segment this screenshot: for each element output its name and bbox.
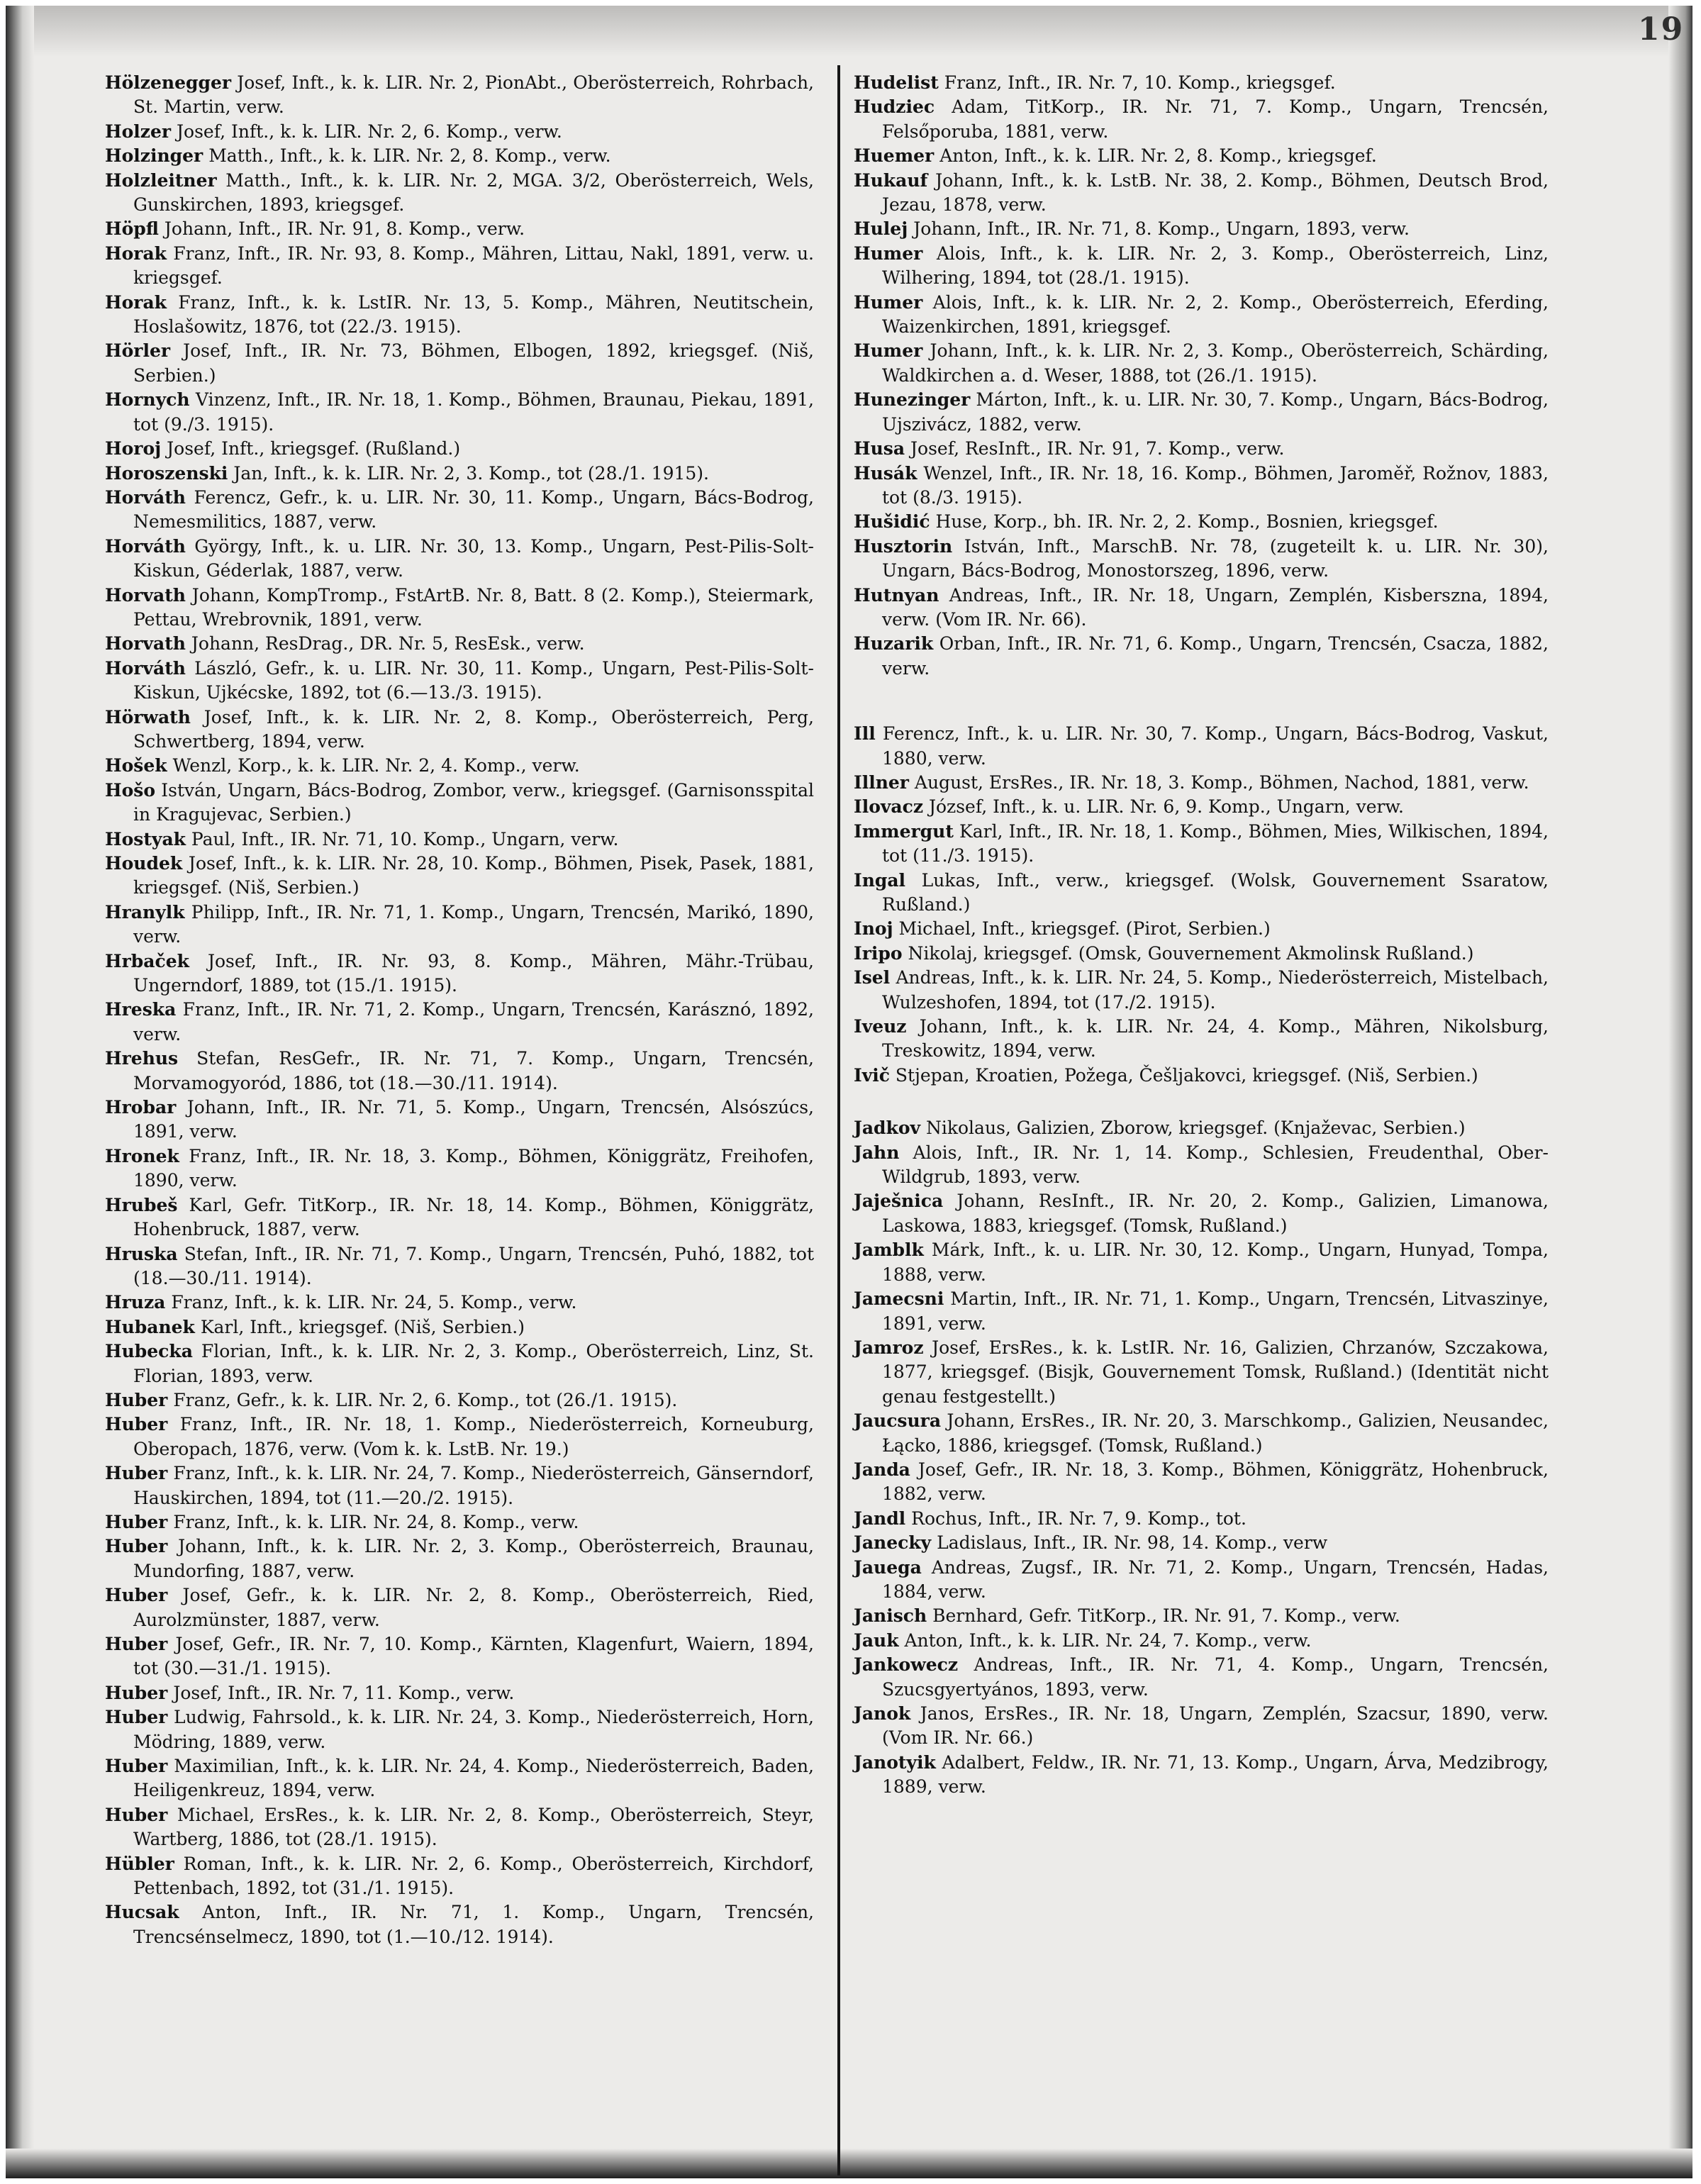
entry-surname: Jauk xyxy=(854,1629,899,1651)
entry-surname: Horak xyxy=(105,291,167,313)
entry-surname: Horváth xyxy=(105,535,186,557)
list-entry xyxy=(105,144,814,168)
entry-details: Ladislaus, Inft., IR. Nr. 98, 14. Komp., verw xyxy=(937,1532,1328,1554)
entry-surname: Hostyak xyxy=(105,828,186,849)
list-entry xyxy=(854,1751,1549,1800)
entry-details: Alois, Inft., k. k. LIR. Nr. 2, 2. Komp., Oberösterreich, Eferding, Waizenkirchen, 1891, kriegsgef. xyxy=(882,291,1549,338)
entry-surname: Hörwath xyxy=(105,706,191,728)
entry-details: Josef, Inft., IR. Nr. 73, Böhmen, Elbogen, 1892, kriegsgef. (Niš, Serbien.) xyxy=(133,340,814,386)
entry-details: Franz, Inft., IR. Nr. 18, 3. Komp., Böhmen, Königgrätz, Freihofen, 1890, verw. xyxy=(133,1145,814,1191)
right-column xyxy=(854,71,1549,1800)
entry-details: Matth., Inft., k. k. LIR. Nr. 2, 8. Komp., verw. xyxy=(208,145,611,167)
entry-surname: Janok xyxy=(854,1703,911,1724)
entry-details: Michael, Inft., kriegsgef. (Pirot, Serbien.) xyxy=(898,918,1271,940)
entry-details: Johann, Inft., k. k. LIR. Nr. 24, 4. Komp., Mähren, Nikolsburg, Treskowitz, 1894, verw. xyxy=(882,1016,1549,1062)
entry-surname: Huzarik xyxy=(854,633,934,654)
entry-details: Nikolaj, kriegsgef. (Omsk, Gouvernement Akmolinsk Rußland.) xyxy=(908,942,1474,964)
entry-surname: Huber xyxy=(105,1707,168,1728)
list-entry xyxy=(105,779,814,828)
list-entry xyxy=(105,852,814,901)
entry-surname: Hübler xyxy=(105,1853,174,1874)
entry-details: Josef, Inft., k. k. LIR. Nr. 2, 8. Komp., Oberösterreich, Perg, Schwertberg, 1894, verw. xyxy=(133,706,815,752)
entry-details: Franz, Inft., IR. Nr. 18, 1. Komp., Niederösterreich, Korneuburg, Oberopach, 1876, verw. (Vom k. k. LstB. Nr. 19.) xyxy=(133,1414,814,1459)
entry-surname: Hrobar xyxy=(105,1097,177,1118)
list-entry xyxy=(854,869,1549,918)
entry-details: Josef, Inft., k. k. LIR. Nr. 2, PionAbt., Oberösterreich, Rohrbach, St. Martin, verw. xyxy=(133,72,814,118)
list-entry xyxy=(105,71,814,120)
list-entry xyxy=(854,584,1549,633)
list-entry xyxy=(854,1189,1549,1238)
entry-surname: Horak xyxy=(105,243,167,264)
entry-details: Roman, Inft., k. k. LIR. Nr. 2, 6. Komp., Oberösterreich, Kirchdorf, Pettenbach, 1892, tot (31./1. 1915). xyxy=(133,1853,814,1899)
list-entry xyxy=(105,632,814,656)
entry-details: Josef, Inft., k. k. LIR. Nr. 28, 10. Komp., Böhmen, Pisek, Pasek, 1881, kriegsgef. (Niš, Serbien.) xyxy=(133,853,814,898)
entry-surname: Jamecsni xyxy=(854,1288,944,1310)
list-entry xyxy=(105,217,814,241)
entry-details: Wenzel, Inft., IR. Nr. 18, 16. Komp., Böhmen, Jaroměř, Rožnov, 1883, tot (8./3. 1915). xyxy=(882,462,1549,508)
entry-details: Márton, Inft., k. u. LIR. Nr. 30, 7. Komp., Ungarn, Bács-Bodrog, Ujszivácz, 1882, verw. xyxy=(882,389,1549,435)
entry-surname: Hošek xyxy=(105,755,167,776)
entry-details: Florian, Inft., k. k. LIR. Nr. 2, 3. Komp., Oberösterreich, Linz, St. Florian, 1893, verw. xyxy=(133,1341,814,1386)
list-entry xyxy=(105,437,814,461)
entry-surname: Hucsak xyxy=(105,1902,179,1923)
entry-surname: Huber xyxy=(105,1414,168,1435)
entry-surname: Höpfl xyxy=(105,218,159,240)
entry-surname: Hronek xyxy=(105,1145,179,1166)
entry-details: László, Gefr., k. u. LIR. Nr. 30, 11. Komp., Ungarn, Pest-Pilis-Solt-Kiskun, Ujkécske, 1892, tot (6.—13./3. 1915). xyxy=(133,657,814,703)
entry-surname: Janecky xyxy=(854,1532,932,1554)
entry-surname: Jamblk xyxy=(854,1239,924,1261)
entry-surname: Huber xyxy=(105,1511,168,1532)
entry-surname: Holzer xyxy=(105,121,172,142)
list-entry xyxy=(854,1409,1549,1458)
entry-details: Anton, Inft., k. k. LIR. Nr. 24, 7. Komp., verw. xyxy=(904,1629,1312,1651)
list-entry xyxy=(854,71,1549,95)
entry-details: Anton, Inft., IR. Nr. 71, 1. Komp., Ungarn, Trencsén, Trencsénselmecz, 1890, tot (1.—10./12. 1914). xyxy=(133,1902,814,1947)
entry-details: Franz, Inft., k. k. LIR. Nr. 24, 7. Komp., Niederösterreich, Gänserndorf, Hauskirchen, 1894, tot (11.—20./2. 1915). xyxy=(133,1463,814,1508)
list-entry xyxy=(105,1534,814,1583)
list-entry xyxy=(854,1556,1549,1605)
list-entry xyxy=(854,1336,1549,1409)
entry-surname: Horoszenski xyxy=(105,462,228,484)
entry-details: Anton, Inft., k. k. LIR. Nr. 2, 8. Komp., kriegsgef. xyxy=(939,145,1377,167)
entry-surname: Isel xyxy=(854,967,891,988)
list-entry xyxy=(105,1096,814,1144)
entry-surname: Iripo xyxy=(854,942,903,964)
entry-details: Andreas, Inft., k. k. LIR. Nr. 24, 5. Komp., Niederösterreich, Mistelbach, Wulzeshofen, 1894, tot (17./2. 1915). xyxy=(882,967,1549,1013)
entry-details: Josef, ErsRes., k. k. LstIR. Nr. 16, Galizien, Chrzanów, Szczakowa, 1877, kriegsgef. (Bisjk, Gouvernement Tomsk, Rußland.) (Identität nicht genau festgestellt.) xyxy=(882,1337,1549,1407)
list-entry xyxy=(105,706,814,754)
entry-surname: Huber xyxy=(105,1682,168,1703)
scan-shadow-top xyxy=(6,6,1692,57)
list-entry xyxy=(854,1287,1549,1336)
entry-details: Johann, ResInft., IR. Nr. 20, 2. Komp., Galizien, Limanowa, Laskowa, 1883, kriegsgef. (Tomsk, Rußland.) xyxy=(882,1191,1549,1236)
entry-surname: Huber xyxy=(105,1536,168,1557)
entry-surname: Husák xyxy=(854,462,918,484)
entry-details: Paul, Inft., IR. Nr. 71, 10. Komp., Ungarn, verw. xyxy=(191,828,619,849)
entry-details: Ludwig, Fahrsold., k. k. LIR. Nr. 24, 3. Komp., Niederösterreich, Horn, Mödring, 1889, verw. xyxy=(133,1707,814,1752)
entry-surname: Jankowecz xyxy=(854,1654,959,1676)
entry-details: Stjepan, Kroatien, Požega, Češljakovci, kriegsgef. (Niš, Serbien.) xyxy=(895,1064,1478,1086)
list-entry xyxy=(854,462,1549,511)
list-entry xyxy=(854,820,1549,869)
entry-details: Franz, Inft., IR. Nr. 93, 8. Komp., Mähren, Littau, Nakl, 1891, verw. u. kriegsgef. xyxy=(133,243,815,289)
entry-details: Josef, Gefr., IR. Nr. 7, 10. Komp., Kärnten, Klagenfurt, Waiern, 1894, tot (30.—31./1. 1915). xyxy=(133,1634,814,1679)
entry-surname: Hrubeš xyxy=(105,1194,178,1215)
entry-details: Ferencz, Inft., k. u. LIR. Nr. 30, 7. Komp., Ungarn, Bács-Bodrog, Vaskut, 1880, verw. xyxy=(882,723,1549,769)
list-entry xyxy=(854,95,1549,144)
list-entry xyxy=(105,1339,814,1388)
entry-details: Johann, Inft., IR. Nr. 71, 5. Komp., Ungarn, Trencsén, Alsószúcs, 1891, verw. xyxy=(133,1097,814,1142)
list-entry xyxy=(854,388,1549,437)
entry-surname: Jaucsura xyxy=(854,1410,942,1432)
entry-details: Martin, Inft., IR. Nr. 71, 1. Komp., Ungarn, Trencsén, Litvaszinye, 1891, verw. xyxy=(882,1288,1549,1334)
entry-surname: Hubanek xyxy=(105,1316,195,1337)
section-i xyxy=(854,722,1549,1088)
list-entry xyxy=(854,1507,1549,1531)
list-entry xyxy=(854,722,1549,771)
entry-surname: Hulej xyxy=(854,218,908,240)
entry-surname: Horvath xyxy=(105,584,186,606)
list-entry xyxy=(105,1291,814,1315)
list-entry xyxy=(105,1144,814,1193)
left-column xyxy=(105,71,814,1949)
entry-surname: Hornych xyxy=(105,389,190,411)
entry-details: Josef, Inft., k. k. LIR. Nr. 2, 6. Komp., verw. xyxy=(177,121,562,142)
entry-surname: Ilovacz xyxy=(854,796,924,818)
entry-details: Nikolaus, Galizien, Zborow, kriegsgef. (Knjaževac, Serbien.) xyxy=(925,1118,1466,1139)
entry-details: Wenzl, Korp., k. k. LIR. Nr. 2, 4. Komp., verw. xyxy=(172,755,580,776)
list-entry xyxy=(854,437,1549,461)
entry-surname: Horvath xyxy=(105,633,186,654)
list-entry xyxy=(105,1632,814,1681)
entry-surname: Jadkov xyxy=(854,1118,921,1139)
entry-details: Andreas, Zugsf., IR. Nr. 71, 2. Komp., Ungarn, Trencsén, Hadas, 1884, verw. xyxy=(882,1556,1549,1602)
scanned-page xyxy=(6,6,1692,2178)
entry-details: Johann, Inft., IR. Nr. 71, 8. Komp., Ungarn, 1893, verw. xyxy=(913,218,1410,240)
entry-details: Stefan, ResGefr., IR. Nr. 71, 7. Komp., Ungarn, Trencsén, Morvamogyoród, 1886, tot (18.—30./11. 1914). xyxy=(133,1048,814,1093)
entry-details: Franz, Inft., k. k. LIR. Nr. 24, 8. Komp., verw. xyxy=(173,1511,579,1532)
list-entry xyxy=(105,388,814,437)
entry-details: Maximilian, Inft., k. k. LIR. Nr. 24, 4. Komp., Niederösterreich, Baden, Heiligenkreuz, 1894, verw. xyxy=(133,1756,814,1801)
list-entry xyxy=(854,632,1549,681)
list-entry xyxy=(854,169,1549,218)
entry-surname: Jaješnica xyxy=(854,1191,944,1212)
list-entry xyxy=(854,1064,1549,1088)
list-entry xyxy=(854,1653,1549,1702)
entry-details: Alois, Inft., IR. Nr. 1, 14. Komp., Schlesien, Freudenthal, Ober-Wildgrub, 1893, verw. xyxy=(882,1142,1549,1188)
list-entry xyxy=(105,291,814,340)
entry-surname: Humer xyxy=(854,340,923,362)
list-entry xyxy=(105,1193,814,1242)
entry-details: Franz, Inft., IR. Nr. 7, 10. Komp., kriegsgef. xyxy=(944,72,1336,93)
entry-surname: Huemer xyxy=(854,145,935,167)
list-entry xyxy=(105,169,814,218)
list-entry xyxy=(854,1702,1549,1751)
list-entry xyxy=(854,917,1549,941)
entry-details: Karl, Inft., kriegsgef. (Niš, Serbien.) xyxy=(200,1316,525,1337)
list-entry xyxy=(854,1458,1549,1507)
list-entry xyxy=(105,1315,814,1339)
entry-surname: Hunezinger xyxy=(854,389,971,411)
entry-details: Orban, Inft., IR. Nr. 71, 6. Komp., Ungarn, Trencsén, Csacza, 1882, verw. xyxy=(882,633,1549,679)
entry-details: Márk, Inft., k. u. LIR. Nr. 30, 12. Komp., Ungarn, Hunyad, Tompa, 1888, verw. xyxy=(882,1239,1549,1285)
list-entry xyxy=(105,339,814,388)
entry-surname: Jandl xyxy=(854,1508,906,1529)
list-entry xyxy=(854,942,1549,966)
entry-surname: Ivič xyxy=(854,1064,890,1086)
entry-details: Jan, Inft., k. k. LIR. Nr. 2, 3. Komp., tot (28./1. 1915). xyxy=(233,462,709,484)
entry-details: Adalbert, Feldw., IR. Nr. 71, 13. Komp., Ungarn, Árva, Medzibrogy, 1889, verw. xyxy=(882,1751,1549,1798)
list-entry xyxy=(105,949,814,998)
list-entry xyxy=(854,510,1549,534)
list-entry xyxy=(854,1238,1549,1287)
list-entry xyxy=(105,901,814,949)
entry-surname: Hölzenegger xyxy=(105,72,232,93)
entry-surname: Huber xyxy=(105,1756,168,1777)
entry-surname: Janotyik xyxy=(854,1751,936,1773)
list-entry xyxy=(854,217,1549,241)
list-entry xyxy=(105,998,814,1047)
entry-surname: Inoj xyxy=(854,918,893,940)
entry-surname: Iveuz xyxy=(854,1016,907,1037)
list-entry xyxy=(105,1852,814,1901)
entry-surname: Husa xyxy=(854,438,905,459)
scan-shadow-bottom xyxy=(6,2149,1692,2178)
entry-surname: Holzinger xyxy=(105,145,203,167)
entry-details: Johann, KompTromp., FstArtB. Nr. 8, Batt. 8 (2. Komp.), Steiermark, Pettau, Wrebrovnik, 1891, verw. xyxy=(133,584,814,630)
entry-surname: Janisch xyxy=(854,1605,927,1627)
entry-surname: Hošo xyxy=(105,779,156,801)
entry-details: Josef, Inft., IR. Nr. 93, 8. Komp., Mähren, Mähr.-Trübau, Ungerndorf, 1889, tot (15./1. 1915). xyxy=(133,950,814,996)
list-entry xyxy=(105,828,814,852)
entry-details: Rochus, Inft., IR. Nr. 7, 9. Komp., tot. xyxy=(911,1508,1247,1529)
list-entry xyxy=(105,1413,814,1461)
list-entry xyxy=(105,1705,814,1754)
entry-details: Johann, Inft., IR. Nr. 91, 8. Komp., verw. xyxy=(164,218,525,240)
list-entry xyxy=(105,1681,814,1705)
entry-surname: Jauega xyxy=(854,1556,922,1578)
entry-surname: Hörler xyxy=(105,340,171,362)
list-entry xyxy=(105,535,814,584)
entry-surname: Horváth xyxy=(105,657,186,679)
entry-details: Franz, Gefr., k. k. LIR. Nr. 2, 6. Komp., tot (26./1. 1915). xyxy=(173,1389,678,1410)
entry-surname: Huber xyxy=(105,1804,168,1825)
list-entry xyxy=(105,754,814,778)
entry-surname: Jahn xyxy=(854,1142,900,1163)
entry-surname: Husztorin xyxy=(854,535,953,557)
entry-details: Ferencz, Gefr., k. u. LIR. Nr. 30, 11. Komp., Ungarn, Bács-Bodrog, Nemesmilitics, 1887, verw. xyxy=(133,486,814,533)
entry-details: Andreas, Inft., IR. Nr. 71, 4. Komp., Ungarn, Trencsén, Szucsgyertyános, 1893, verw. xyxy=(882,1654,1549,1700)
scan-shadow-left xyxy=(6,6,34,2178)
entry-details: Matth., Inft., k. k. LIR. Nr. 2, MGA. 3/2, Oberösterreich, Wels, Gunskirchen, 1893, kriegsgef. xyxy=(133,169,814,216)
entry-surname: Hreska xyxy=(105,999,177,1020)
entry-surname: Horváth xyxy=(105,486,186,508)
list-entry xyxy=(105,242,814,291)
entry-details: August, ErsRes., IR. Nr. 18, 3. Komp., Böhmen, Nachod, 1881, verw. xyxy=(914,771,1529,793)
list-entry xyxy=(854,1604,1549,1628)
list-entry xyxy=(105,657,814,706)
entry-surname: Hudelist xyxy=(854,72,939,93)
entry-details: Bernhard, Gefr. TitKorp., IR. Nr. 91, 7. Komp., verw. xyxy=(932,1605,1400,1627)
entry-details: Adam, TitKorp., IR. Nr. 71, 7. Komp., Ungarn, Trencsén, Felsőporuba, 1881, verw. xyxy=(882,96,1549,142)
entry-details: Karl, Inft., IR. Nr. 18, 1. Komp., Böhmen, Mies, Wilkischen, 1894, tot (11./3. 1915). xyxy=(882,820,1549,867)
entry-details: Johann, ResDrag., DR. Nr. 5, ResEsk., verw. xyxy=(191,633,585,654)
entry-details: Philipp, Inft., IR. Nr. 71, 1. Komp., Ungarn, Trencsén, Marikó, 1890, verw. xyxy=(133,901,814,947)
entry-details: Karl, Gefr. TitKorp., IR. Nr. 18, 14. Komp., Böhmen, Königgrätz, Hohenbruck, 1887, verw. xyxy=(133,1194,815,1240)
list-entry xyxy=(105,1754,814,1803)
entry-surname: Hušidić xyxy=(854,511,930,533)
list-entry xyxy=(105,120,814,144)
entry-details: Vinzenz, Inft., IR. Nr. 18, 1. Komp., Böhmen, Braunau, Piekau, 1891, tot (9./3. 1915). xyxy=(133,389,814,435)
entry-surname: Humer xyxy=(854,291,923,313)
list-entry xyxy=(854,1116,1549,1140)
entry-details: Josef, Inft., kriegsgef. (Rußland.) xyxy=(167,438,461,459)
entry-surname: Hutnyan xyxy=(854,584,939,606)
entry-surname: Houdek xyxy=(105,853,183,874)
list-entry xyxy=(105,1242,814,1291)
entry-details: Johann, Inft., k. k. LstB. Nr. 38, 2. Komp., Böhmen, Deutsch Brod, Jezau, 1878, verw. xyxy=(882,169,1549,216)
entry-surname: Illner xyxy=(854,771,909,793)
entry-details: Josef, ResInft., IR. Nr. 91, 7. Komp., verw. xyxy=(910,438,1285,459)
list-entry xyxy=(854,1629,1549,1653)
list-entry xyxy=(105,1583,814,1632)
entry-details: István, Ungarn, Bács-Bodrog, Zombor, verw., kriegsgef. (Garnisonsspital in Kragujevac, Serbien.) xyxy=(133,779,814,825)
list-entry xyxy=(854,535,1549,584)
entry-surname: Hrehus xyxy=(105,1048,179,1069)
list-entry xyxy=(105,1047,814,1096)
section-h xyxy=(854,71,1549,681)
entry-details: Franz, Inft., IR. Nr. 71, 2. Komp., Ungarn, Trencsén, Karásznó, 1892, verw. xyxy=(133,999,814,1044)
entry-details: Andreas, Inft., IR. Nr. 18, Ungarn, Zemplén, Kisberszna, 1894, verw. (Vom IR. Nr. 66). xyxy=(882,584,1549,630)
entry-surname: Ill xyxy=(854,723,876,745)
list-entry xyxy=(854,771,1549,795)
entry-details: Johann, Inft., k. k. LIR. Nr. 2, 3. Komp., Oberösterreich, Braunau, Mundorfing, 1887, verw. xyxy=(133,1536,814,1581)
entry-details: Stefan, Inft., IR. Nr. 71, 7. Komp., Ungarn, Trencsén, Puhó, 1882, tot (18.—30./11. 1914). xyxy=(133,1243,814,1288)
section-gap xyxy=(854,681,1549,722)
entry-surname: Hruza xyxy=(105,1292,166,1313)
entry-details: Franz, Inft., k. k. LIR. Nr. 24, 5. Komp., verw. xyxy=(171,1292,577,1313)
column-divider xyxy=(837,65,840,2175)
entry-surname: Huber xyxy=(105,1585,168,1606)
entry-details: Janos, ErsRes., IR. Nr. 18, Ungarn, Zemplén, Szacsur, 1890, verw. (Vom IR. Nr. 66.) xyxy=(882,1703,1549,1749)
entry-surname: Hubecka xyxy=(105,1341,193,1362)
entry-details: Johann, ErsRes., IR. Nr. 20, 3. Marschkomp., Galizien, Neusandec, Łącko, 1886, kriegsgef. (Tomsk, Rußland.) xyxy=(882,1410,1549,1456)
list-entry xyxy=(105,486,814,535)
entry-details: Huse, Korp., bh. IR. Nr. 2, 2. Komp., Bosnien, kriegsgef. xyxy=(935,511,1439,533)
list-entry xyxy=(854,144,1549,168)
entry-surname: Huber xyxy=(105,1463,168,1484)
entry-surname: Humer xyxy=(854,243,923,264)
list-entry xyxy=(105,584,814,633)
entry-surname: Hrbaček xyxy=(105,950,189,971)
section-j xyxy=(854,1116,1549,1799)
list-entry xyxy=(105,1510,814,1534)
list-entry xyxy=(105,462,814,486)
list-entry xyxy=(105,1900,814,1949)
entry-surname: Holzleitner xyxy=(105,169,217,191)
entry-details: Michael, ErsRes., k. k. LIR. Nr. 2, 8. Komp., Oberösterreich, Steyr, Wartberg, 1886, tot (28./1. 1915). xyxy=(133,1804,814,1850)
entry-surname: Janda xyxy=(854,1459,910,1480)
entry-surname: Jamroz xyxy=(854,1337,924,1358)
list-entry xyxy=(854,966,1549,1015)
section-gap xyxy=(854,1088,1549,1116)
entry-details: Josef, Gefr., k. k. LIR. Nr. 2, 8. Komp., Oberösterreich, Ried, Aurolzmünster, 1887, verw. xyxy=(133,1585,814,1630)
entry-surname: Ingal xyxy=(854,869,906,891)
entry-details: József, Inft., k. u. LIR. Nr. 6, 9. Komp., Ungarn, verw. xyxy=(928,796,1404,818)
list-entry xyxy=(854,291,1549,340)
list-entry xyxy=(854,1015,1549,1064)
list-entry xyxy=(105,1388,814,1413)
list-entry xyxy=(854,339,1549,388)
entry-surname: Huber xyxy=(105,1634,168,1654)
entry-details: Josef, Inft., IR. Nr. 7, 11. Komp., verw. xyxy=(173,1682,515,1703)
entry-surname: Horoj xyxy=(105,438,162,459)
list-entry xyxy=(105,1461,814,1510)
entry-details: Franz, Inft., k. k. LstIR. Nr. 13, 5. Komp., Mähren, Neutitschein, Hoslašowitz, 1876, tot (22./3. 1915). xyxy=(133,291,815,338)
entry-surname: Hukauf xyxy=(854,169,928,191)
entry-details: Johann, Inft., k. k. LIR. Nr. 2, 3. Komp., Oberösterreich, Schärding, Waldkirchen a. d. Weser, 1888, tot (26./1. 1915). xyxy=(882,340,1549,386)
entry-details: Lukas, Inft., verw., kriegsgef. (Wolsk, Gouvernement Ssaratow, Rußland.) xyxy=(882,869,1549,915)
entry-surname: Hudziec xyxy=(854,96,935,118)
entry-surname: Huber xyxy=(105,1389,168,1410)
list-entry xyxy=(854,1141,1549,1190)
entry-details: István, Inft., MarschB. Nr. 78, (zugeteilt k. u. LIR. Nr. 30), Ungarn, Bács-Bodrog, Monostorszeg, 1896, verw. xyxy=(882,535,1549,581)
entry-details: György, Inft., k. u. LIR. Nr. 30, 13. Komp., Ungarn, Pest-Pilis-Solt-Kiskun, Géderlak, 1887, verw. xyxy=(133,535,814,581)
list-entry xyxy=(854,242,1549,291)
page-number: 19 xyxy=(1638,11,1685,48)
list-entry xyxy=(105,1803,814,1852)
entry-surname: Hruska xyxy=(105,1243,178,1264)
list-entry xyxy=(854,795,1549,819)
entry-details: Josef, Gefr., IR. Nr. 18, 3. Komp., Böhmen, Königgrätz, Hohenbruck, 1882, verw. xyxy=(882,1459,1549,1505)
scan-shadow-right xyxy=(1668,6,1692,2178)
list-entry xyxy=(854,1531,1549,1555)
entry-surname: Immergut xyxy=(854,820,954,842)
entry-details: Alois, Inft., k. k. LIR. Nr. 2, 3. Komp., Oberösterreich, Linz, Wilhering, 1894, tot (28./1. 1915). xyxy=(882,243,1549,289)
entry-surname: Hranylk xyxy=(105,901,185,923)
